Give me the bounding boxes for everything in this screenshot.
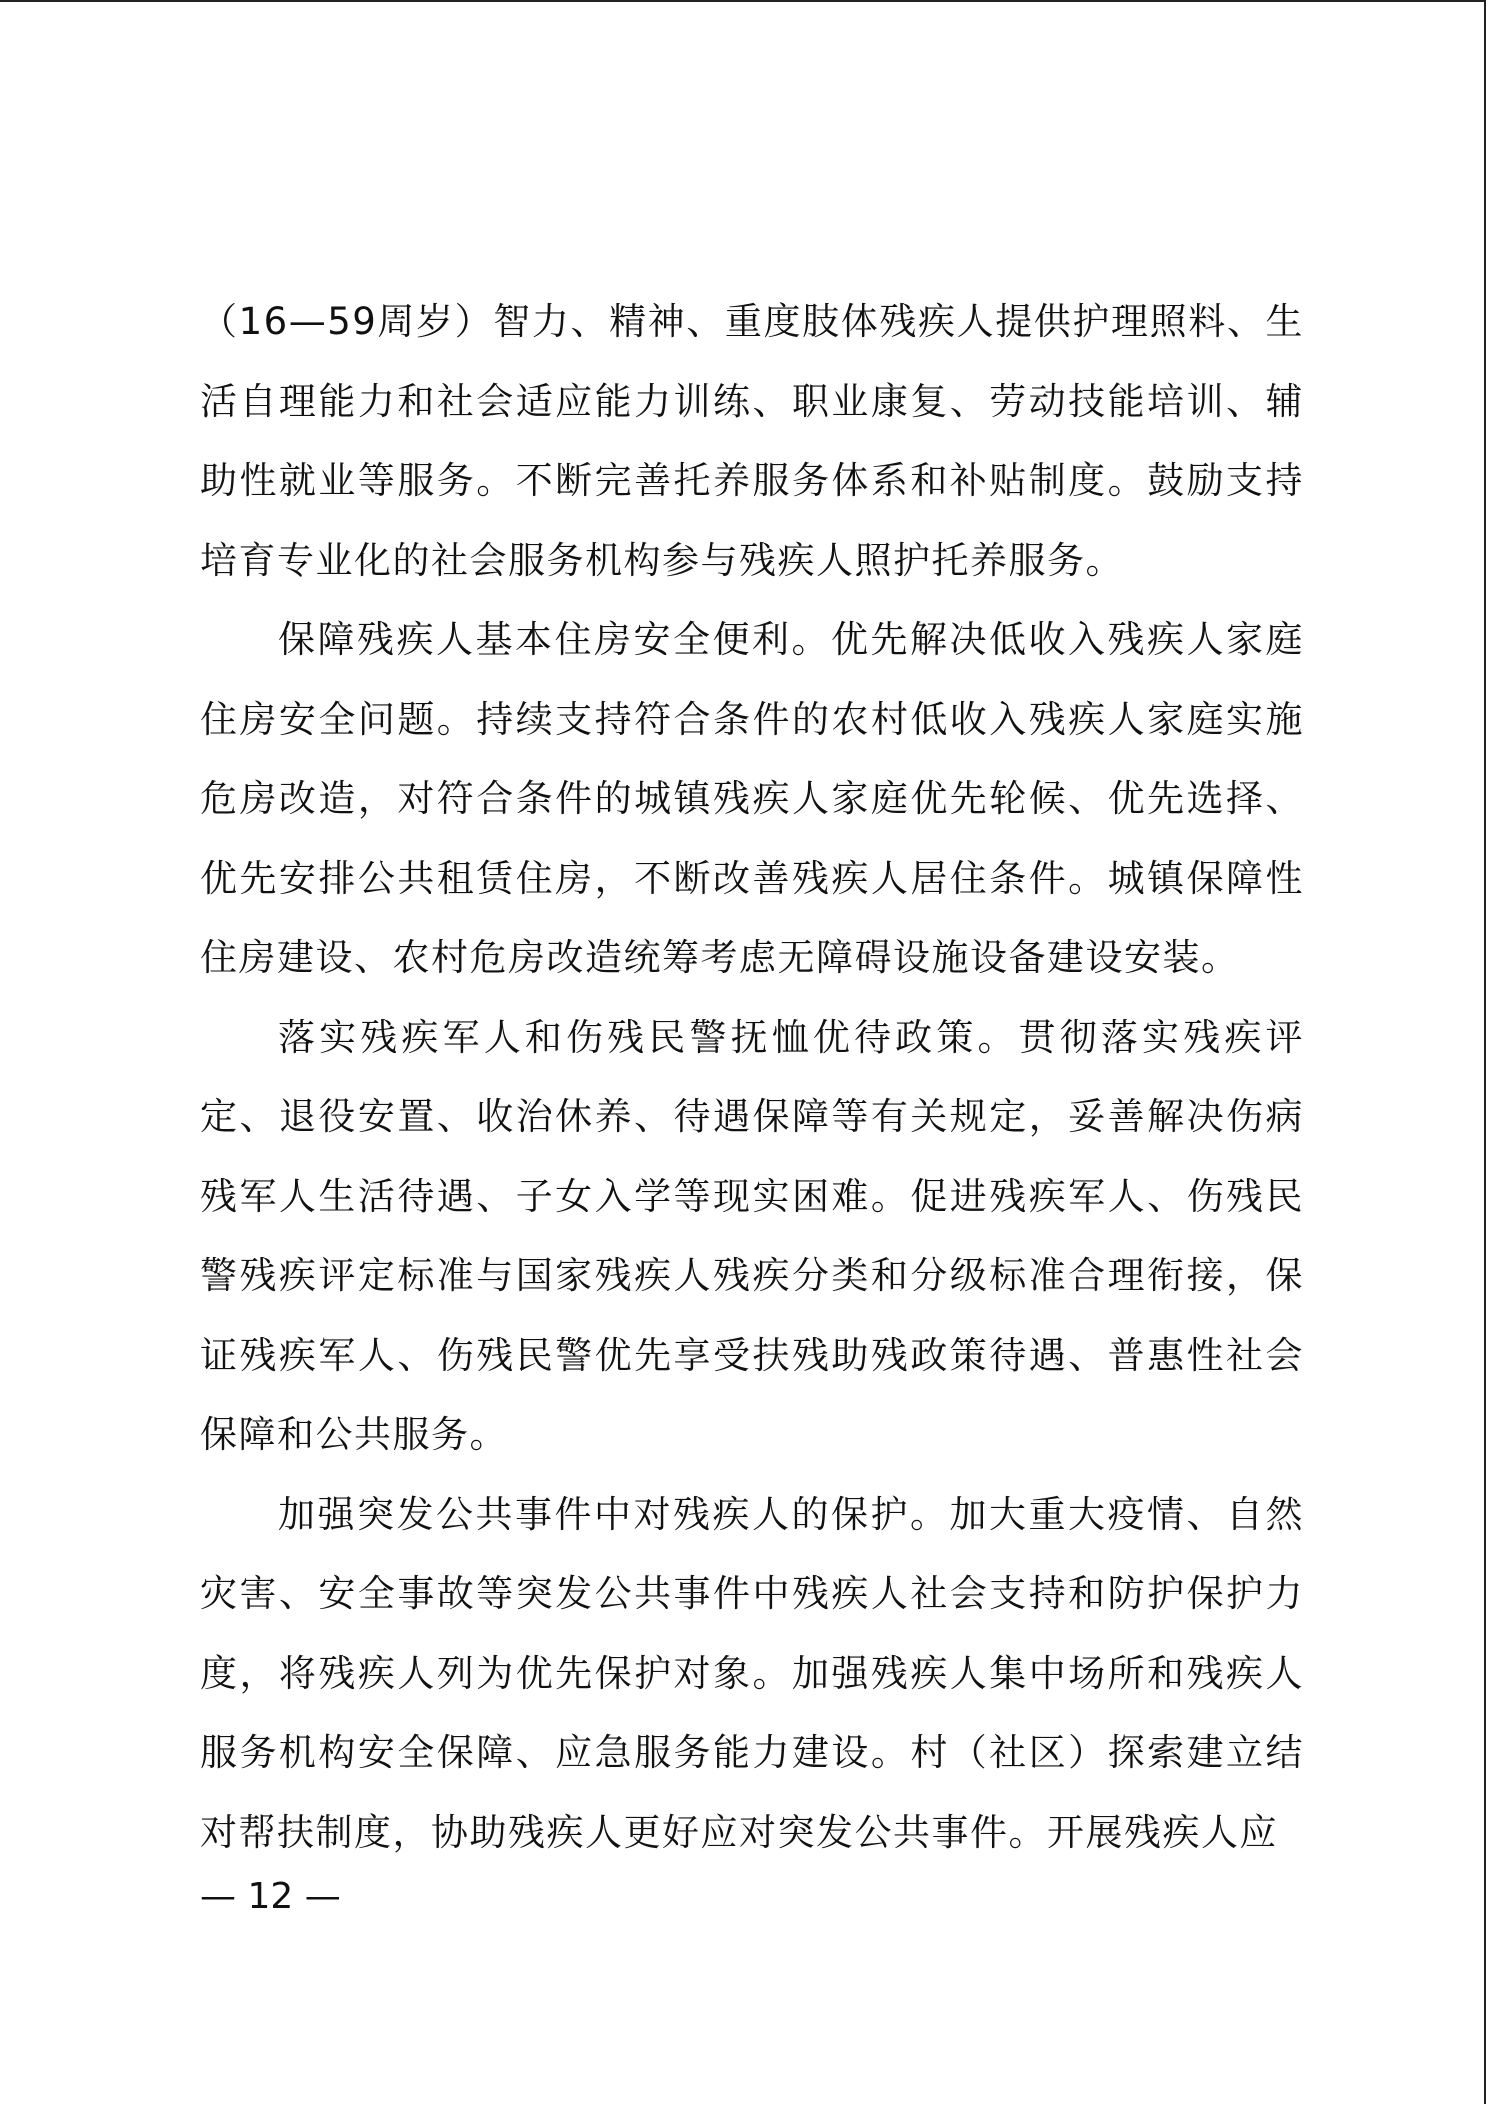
paragraph-housing: 保障残疾人基本住房安全便利。优先解决低收入残疾人家庭住房安全问题。持续支持符合条件的农村低收入残疾人家庭实施危房改造，对符合条件的城镇残疾人家庭优先轮候、优先选择、优先安排公共租赁住房，不断改善残疾人居住条件。城镇保障性住房建设、农村危房改造统筹考虑无障碍设施设备建设安装。 [200, 618, 1304, 979]
paragraph-care-services: （16—59周岁）智力、精神、重度肢体残疾人提供护理照料、生活自理能力和社会适应能力训练、职业康复、劳动技能培训、辅助性就业等服务。不断完善托养服务体系和补贴制度。鼓励支持培育专业化的社会服务机构参与残疾人照护托养服务。 [200, 300, 1304, 582]
document-body [200, 282, 1304, 1872]
paragraph-emergency: 加强突发公共事件中对残疾人的保护。加大重大疫情、自然灾害、安全事故等突发公共事件中残疾人社会支持和防护保护力度，将残疾人列为优先保护对象。加强残疾人集中场所和残疾人服务机构安全保障、应急服务能力建设。村（社区）探索建立结对帮扶制度，协助残疾人更好应对突发公共事件。开展残疾人应 [200, 1492, 1304, 1854]
paragraph-veterans: 落实残疾军人和伤残民警抚恤优待政策。贯彻落实残疾评定、退役安置、收治休养、待遇保障等有关规定，妥善解决伤病残军人生活待遇、子女入学等现实困难。促进残疾军人、伤残民警残疾评定标准与国家残疾人残疾分类和分级标准合理衔接，保证残疾军人、伤残民警优先享受扶残助残政策待遇、普惠性社会保障和公共服务。 [200, 1015, 1304, 1456]
page-number: — 12 — [200, 1876, 341, 1917]
